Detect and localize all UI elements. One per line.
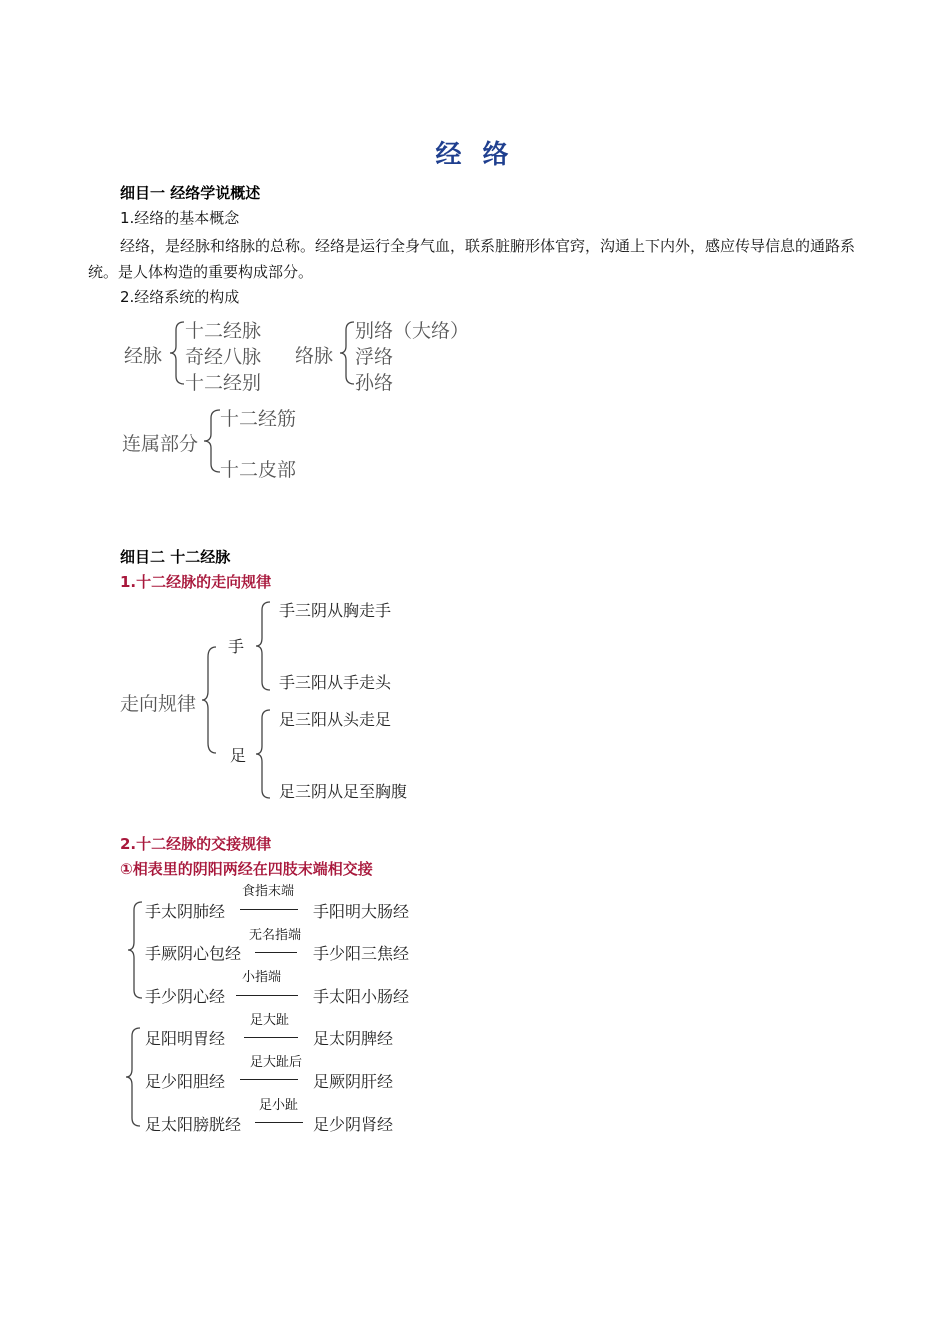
section2-heading: 细目二 十二经脉 xyxy=(120,548,231,566)
pair-mid: 足大趾后 xyxy=(250,1055,303,1070)
section2-sub3: ①相表里的阴阳两经在四肢末端相交接 xyxy=(120,860,373,878)
pair-left: 足阳明胃经 xyxy=(145,1029,226,1048)
pair-right: 足厥阴肝经 xyxy=(313,1072,394,1091)
lianshu-item: 十二皮部 xyxy=(220,459,297,481)
zouxiang-brace xyxy=(202,645,218,755)
section1-heading: 细目一 经络学说概述 xyxy=(120,184,261,202)
lianshu-item: 十二经筋 xyxy=(220,408,297,430)
connector-line xyxy=(236,995,298,996)
foot-pairs-brace xyxy=(126,1026,142,1128)
pair-right: 手阳明大肠经 xyxy=(313,902,410,921)
connector-line xyxy=(240,1079,298,1080)
connector-line xyxy=(244,1037,298,1038)
section2-sub1: 1.十二经脉的走向规律 xyxy=(120,573,272,591)
foot-brace xyxy=(256,708,272,800)
lianshu-label: 连属部分 xyxy=(122,433,199,455)
section1-sub2: 2.经络系统的构成 xyxy=(120,288,240,306)
pair-left: 手少阴心经 xyxy=(145,987,226,1006)
concept-paragraph: 经络，是经脉和络脉的总称。经络是运行全身气血，联系脏腑形体官窍，沟通上下内外，感应传导信息的通路系统。是人体构造的重要构成部分。 xyxy=(88,237,856,281)
pair-right: 手少阳三焦经 xyxy=(313,944,410,963)
pair-left: 手厥阴心包经 xyxy=(145,944,242,963)
connector-line xyxy=(255,1122,303,1123)
pair-left: 足少阳胆经 xyxy=(145,1072,226,1091)
jingmai-brace xyxy=(170,320,186,386)
jingmai-item: 十二经别 xyxy=(185,372,262,394)
luomai-brace xyxy=(340,320,356,386)
luomai-item: 别络（大络） xyxy=(355,320,470,342)
page-title: 经 络 xyxy=(435,140,515,170)
connector-line xyxy=(240,909,298,910)
pair-mid: 足大趾 xyxy=(250,1013,290,1028)
pair-right: 足少阴肾经 xyxy=(313,1115,394,1134)
pair-mid: 无名指端 xyxy=(249,928,302,943)
pair-right: 足太阴脾经 xyxy=(313,1029,394,1048)
pair-mid: 足小趾 xyxy=(259,1098,299,1113)
pair-left: 手太阴肺经 xyxy=(145,902,226,921)
hand-item: 手三阴从胸走手 xyxy=(279,601,392,620)
connector-line xyxy=(255,952,297,953)
zouxiang-label: 走向规律 xyxy=(120,693,197,715)
jingmai-item: 奇经八脉 xyxy=(185,346,262,368)
luomai-item: 浮络 xyxy=(355,346,394,368)
foot-item: 足三阴从足至胸腹 xyxy=(279,782,408,801)
foot-item: 足三阳从头走足 xyxy=(279,710,392,729)
pair-left: 足太阳膀胱经 xyxy=(145,1115,242,1134)
pair-mid: 食指末端 xyxy=(242,884,295,899)
jingmai-item: 十二经脉 xyxy=(185,320,262,342)
hand-label: 手 xyxy=(228,637,245,656)
hand-item: 手三阳从手走头 xyxy=(279,673,392,692)
foot-label: 足 xyxy=(230,746,247,765)
luomai-label: 络脉 xyxy=(295,345,334,367)
jingmai-label: 经脉 xyxy=(124,345,163,367)
hand-brace xyxy=(256,600,272,692)
pair-mid: 小指端 xyxy=(242,970,282,985)
luomai-item: 孙络 xyxy=(355,372,394,394)
section2-sub2: 2.十二经脉的交接规律 xyxy=(120,835,272,853)
hand-pairs-brace xyxy=(128,900,144,1000)
pair-right: 手太阳小肠经 xyxy=(313,987,410,1006)
section1-sub1: 1.经络的基本概念 xyxy=(120,209,240,227)
